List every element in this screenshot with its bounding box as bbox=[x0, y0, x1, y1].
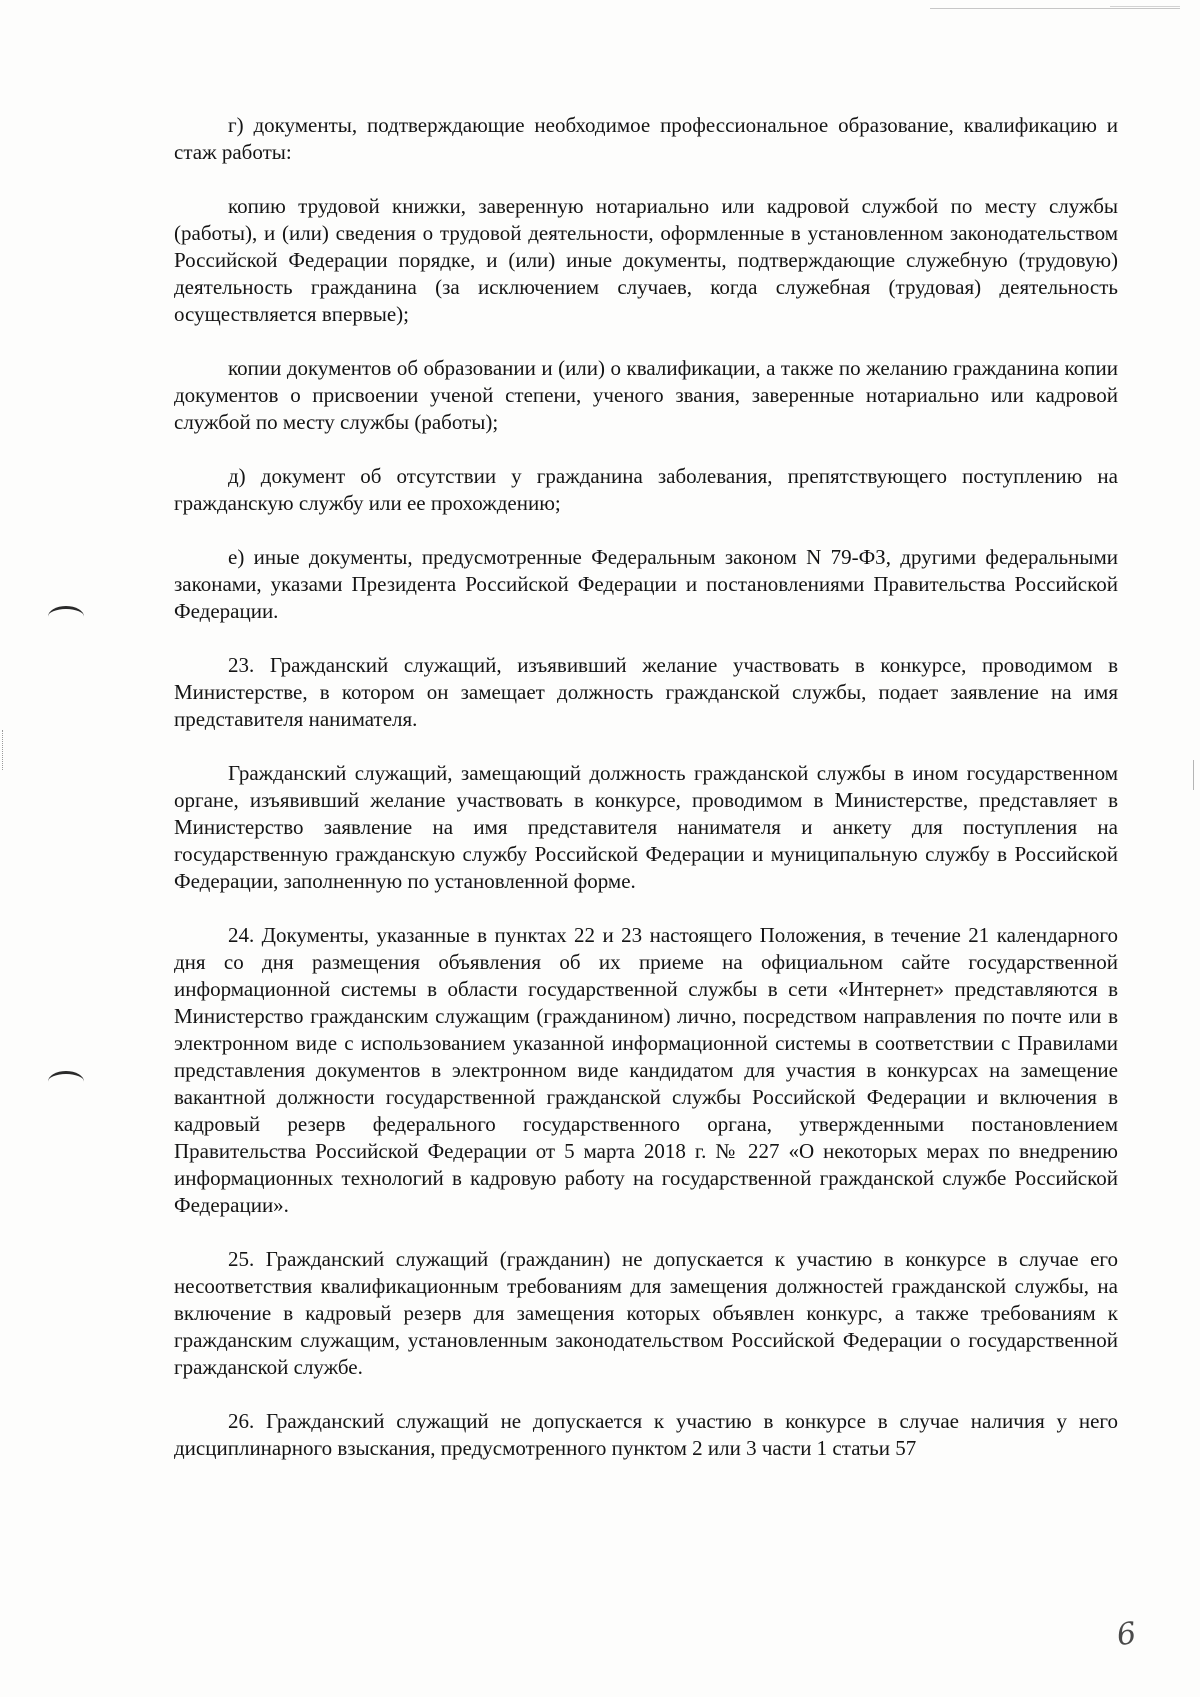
paragraph-23: 23. Гражданский служащий, изъявивший желание участвовать в конкурсе, проводимом в Министерстве, в котором он замещает должность гражданской службы, подает заявление на имя представителя нанимателя. bbox=[174, 653, 1118, 731]
paragraph-education-copies: копии документов об образовании и (или) о квалификации, а также по желанию гражданина копии документов о присвоении ученой степени, ученого звания, заверенные нотариально или кадровой службой по месту службы (работы); bbox=[174, 356, 1118, 434]
scan-artifact-top bbox=[930, 8, 1180, 13]
punch-hole-mark bbox=[48, 606, 84, 627]
scan-artifact-right-edge bbox=[1193, 760, 1196, 790]
paragraph-work-book-copy: копию трудовой книжки, заверенную нотариально или кадровой службой по месту службы (работы), и (или) сведения о трудовой деятельности, оформленные в установленном законодательством Российской Федерации порядке, и (или) иные документы, подтверждающие служебную (трудовую) деятельность гражданина (за исключением случаев, когда служебная (трудовая) деятельность осуществляется впервые); bbox=[174, 194, 1118, 326]
paragraph-26: 26. Гражданский служащий не допускается к участию в конкурсе в случае наличия у него дисциплинарного взыскания, предусмотренного пунктом 2 или 3 части 1 статьи 57 bbox=[174, 1409, 1118, 1460]
paragraph-d-medical-document: д) документ об отсутствии у гражданина заболевания, препятствующего поступлению на гражданскую службу или ее прохождению; bbox=[174, 464, 1118, 515]
paragraph-24: 24. Документы, указанные в пунктах 22 и 23 настоящего Положения, в течение 21 календарного дня со дня размещения объявления об их приеме на официальном сайте государственной информационной системы в области государственной службы в сети «Интернет» представляются в Министерство гражданским служащим (гражданином) лично, посредством направления по почте или в электронном виде с использованием указанной информационной системы в соответствии с Правилами представления документов в электронном виде кандидатом для участия в конкурсах на замещение вакантной должности государственной гражданской службы Российской Федерации и включения в кадровый резерв федерального государственного органа, утвержденными постановлением Правительства Российской Федерации от 5 марта 2018 г. № 227 «О некоторых мерах по внедрению информационных технологий в кадровую работу на государственной гражданской службе Российской Федерации». bbox=[174, 923, 1118, 1217]
paragraph-g-documents: г) документы, подтверждающие необходимое профессиональное образование, квалификацию и стаж работы: bbox=[174, 113, 1118, 164]
paragraph-23-other-agency: Гражданский служащий, замещающий должность гражданской службы в ином государственном органе, изъявивший желание участвовать в конкурсе, проводимом в Министерстве, представляет в Министерство заявление на имя представителя нанимателя и анкету для поступления на государственную гражданскую службу Российской Федерации и муниципальную службу в Российской Федерации, заполненную по установленной форме. bbox=[174, 761, 1118, 893]
paragraph-e-other-documents: е) иные документы, предусмотренные Федеральным законом N 79-ФЗ, другими федеральными законами, указами Президента Российской Федерации и постановлениями Правительства Российской Федерации. bbox=[174, 545, 1118, 623]
paragraph-25: 25. Гражданский служащий (гражданин) не допускается к участию в конкурсе в случае его несоответствия квалификационным требованиям для замещения должностей гражданской службы, на включение в кадровый резерв для замещения которых объявлен конкурс, а также требованиям к гражданским служащим, установленным законодательством Российской Федерации о государственной гражданской службе. bbox=[174, 1247, 1118, 1379]
document-body bbox=[174, 112, 1118, 1489]
page-number: 6 bbox=[1114, 1615, 1139, 1654]
punch-hole-mark bbox=[48, 1071, 84, 1092]
scan-artifact-left-edge bbox=[2, 730, 5, 770]
